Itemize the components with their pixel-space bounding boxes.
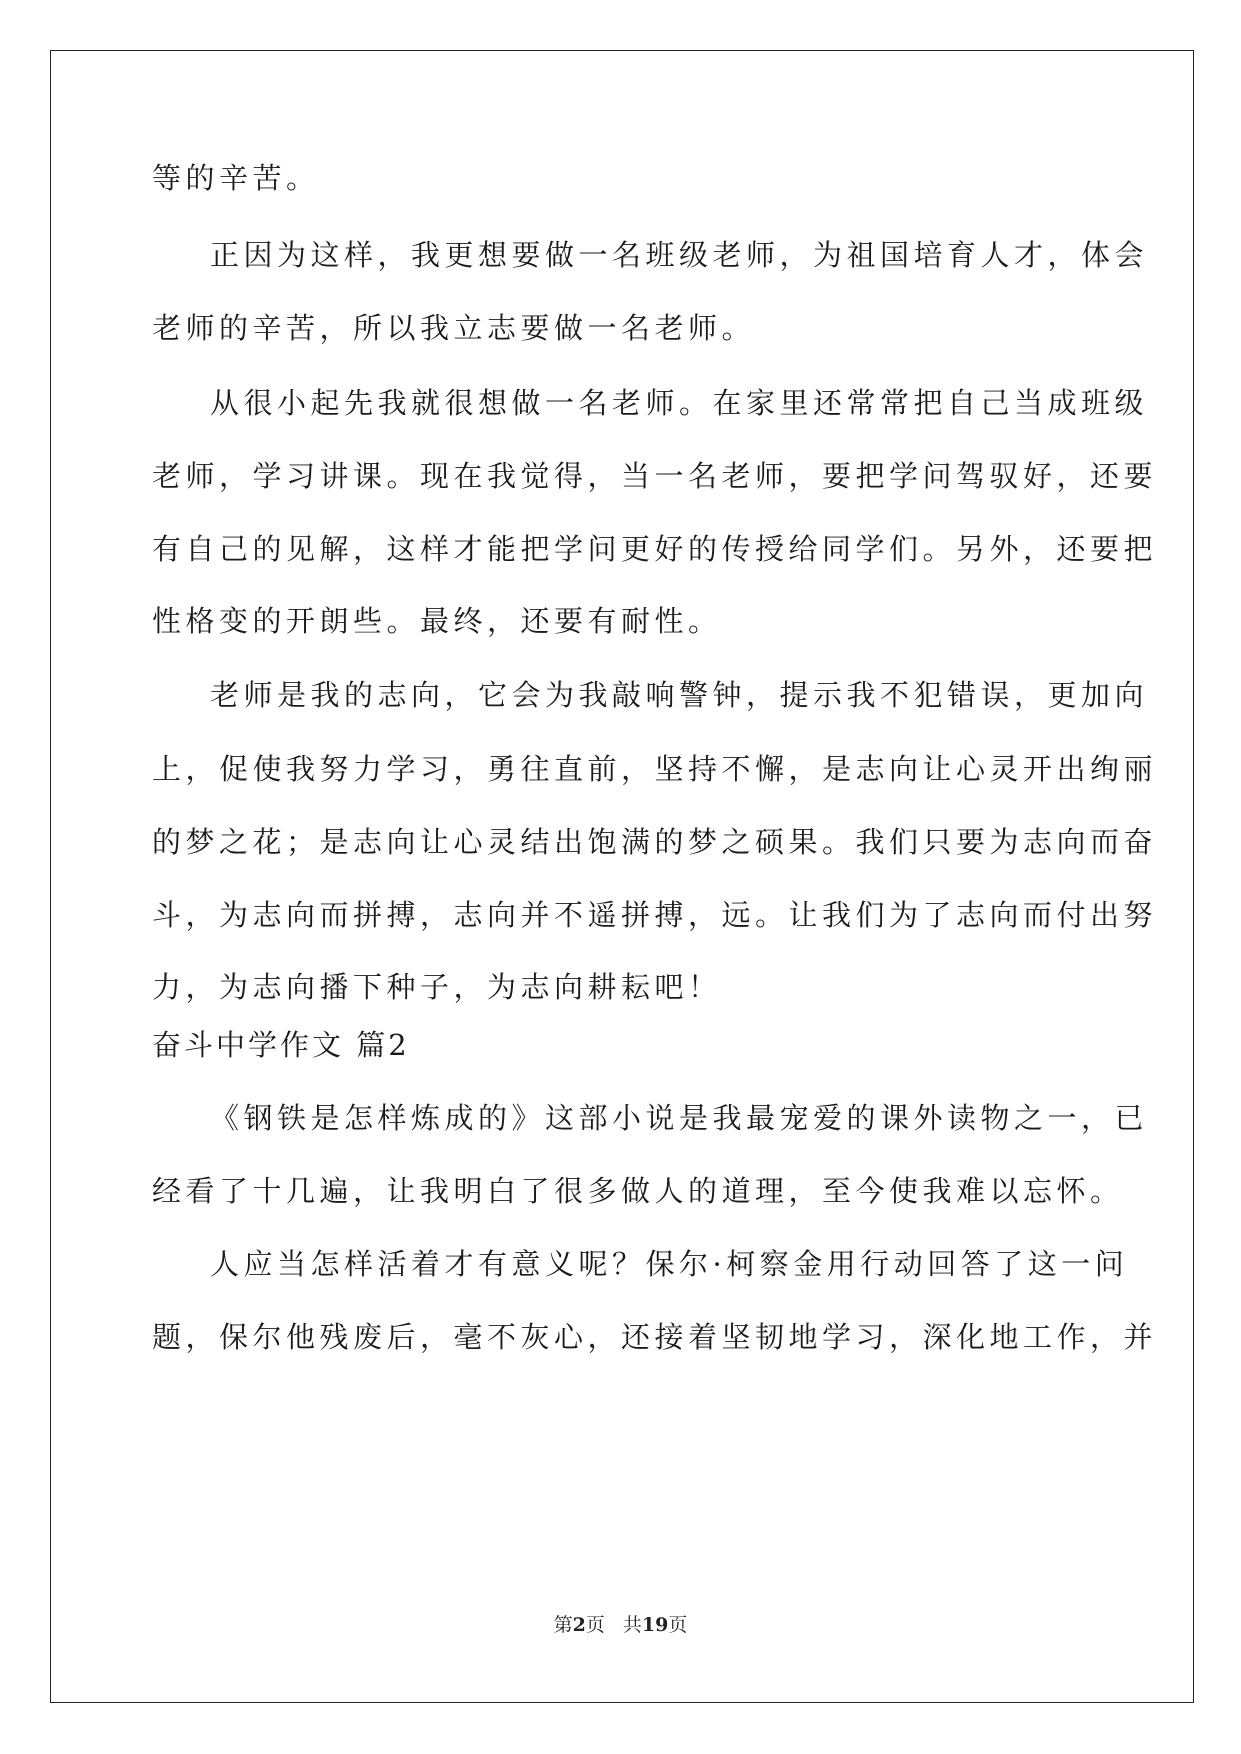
page-border	[50, 50, 1194, 1703]
text-line: 上，促使我努力学习，勇往直前，坚持不懈，是志向让心灵开出绚丽	[152, 752, 1158, 786]
total-suffix: 页	[668, 1614, 688, 1636]
paragraph-start-line: 《钢铁是怎样炼成的》这部小说是我最宠爱的课外读物之一，已	[210, 1101, 1149, 1135]
page-prefix: 第	[553, 1614, 573, 1636]
total-prefix: 共	[622, 1614, 642, 1636]
text-line: 等的辛苦。	[152, 161, 320, 195]
paragraph-start-line: 人应当怎样活着才有意义呢？保尔·柯察金用行动回答了这一问	[210, 1247, 1129, 1281]
paragraph-start-line: 从很小起先我就很想做一名老师。在家里还常常把自己当成班级	[210, 386, 1149, 420]
text-line: 老师的辛苦，所以我立志要做一名老师。	[152, 311, 756, 345]
text-line: 的梦之花；是志向让心灵结出饱满的梦之硕果。我们只要为志向而奋	[152, 825, 1158, 859]
page-suffix: 页	[585, 1614, 605, 1636]
text-line: 老师，学习讲课。现在我觉得，当一名老师，要把学问驾驭好，还要	[152, 459, 1158, 493]
text-line: 经看了十几遍，让我明白了很多做人的道理，至今使我难以忘怀。	[152, 1174, 1124, 1208]
paragraph-start-line: 老师是我的志向，它会为我敲响警钟，提示我不犯错误，更加向	[210, 678, 1149, 712]
section-heading: 奋斗中学作文 篇2	[152, 1028, 410, 1062]
text-line: 题，保尔他残废后，毫不灰心，还接着坚韧地学习，深化地工作，并	[152, 1320, 1158, 1354]
text-line: 性格变的开朗些。最终，还要有耐性。	[152, 604, 722, 638]
page-number: 2	[572, 1614, 586, 1636]
text-line: 力，为志向播下种子，为志向耕耘吧！	[152, 970, 722, 1004]
total-pages: 19	[641, 1614, 669, 1636]
paragraph-start-line: 正因为这样，我更想要做一名班级老师，为祖国培育人才，体会	[210, 238, 1149, 272]
page-footer	[0, 1613, 1241, 1637]
text-line: 斗，为志向而拼搏，志向并不遥拼搏，远。让我们为了志向而付出努	[152, 898, 1158, 932]
text-line: 有自己的见解，这样才能把学问更好的传授给同学们。另外，还要把	[152, 532, 1158, 566]
